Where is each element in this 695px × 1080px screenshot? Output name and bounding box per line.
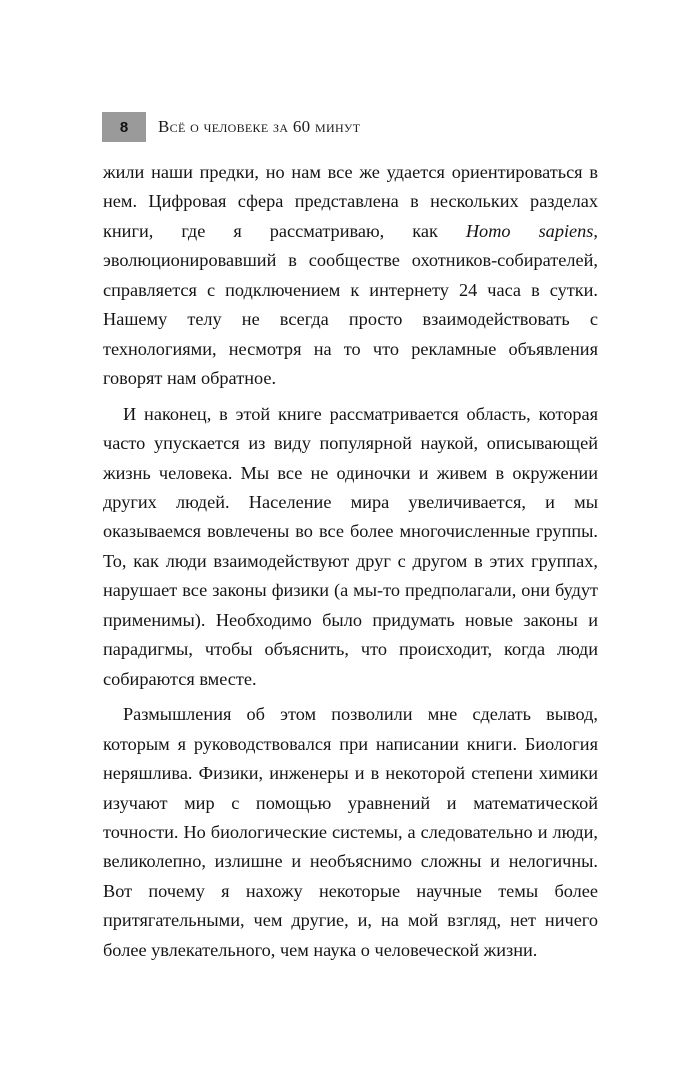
paragraph-2: И наконец, в этой книге рассматривается область, которая часто упускается из виду популярной наукой, описывающей жизнь человека. Мы все не одиночки и живем в окружении других людей. Население мира увеличивается, и мы оказываемся вовлечены во все более многочисленные группы. То, как люди взаимодействуют друг с другом в этих группах, нарушает все законы физики (а мы-то предполагали, они будут применимы). Необходимо было придумать новые законы и парадигмы, чтобы объяснить, что происходит, когда люди собираются вместе.	[103, 403, 598, 689]
paragraph-1-before: жили наши предки, но нам все же удается ориентироваться в нем. Цифровая сфера представлена в нескольких разделах книги, где я рассматриваю, как	[103, 162, 598, 241]
running-title: Всё о человеке за 60 минут	[158, 117, 361, 136]
paragraph-3: Размышления об этом позволили мне сделать вывод, которым я руководствовался при написании книги. Биология неряшлива. Физики, инженеры и в некоторой степени химики изучают мир с помощью уравнений и математической точности. Но биологические системы, а следовательно и люди, великолепно, излишне и необъяснимо сложны и нелогичны. Вот почему я нахожу некоторые научные темы более притягательными, чем другие, и, на мой взгляд, нет ничего более увлекательного, чем наука о человеческой жизни.	[103, 704, 598, 960]
body-text	[103, 158, 598, 965]
running-header	[102, 112, 360, 142]
paragraph-1-emphasis: Homo sapiens	[465, 220, 594, 241]
page-number: 8	[102, 112, 146, 142]
paragraph-1-after: , эволюционировавший в сообществе охотников-собирателей, справляется с подключением к интернету 24 часа в сутки. Нашему телу не всегда просто взаимодействовать с технологиями, несмотря на то что рекламные объявления говорят нам обратное.	[103, 220, 598, 389]
paragraph-1	[103, 158, 598, 394]
